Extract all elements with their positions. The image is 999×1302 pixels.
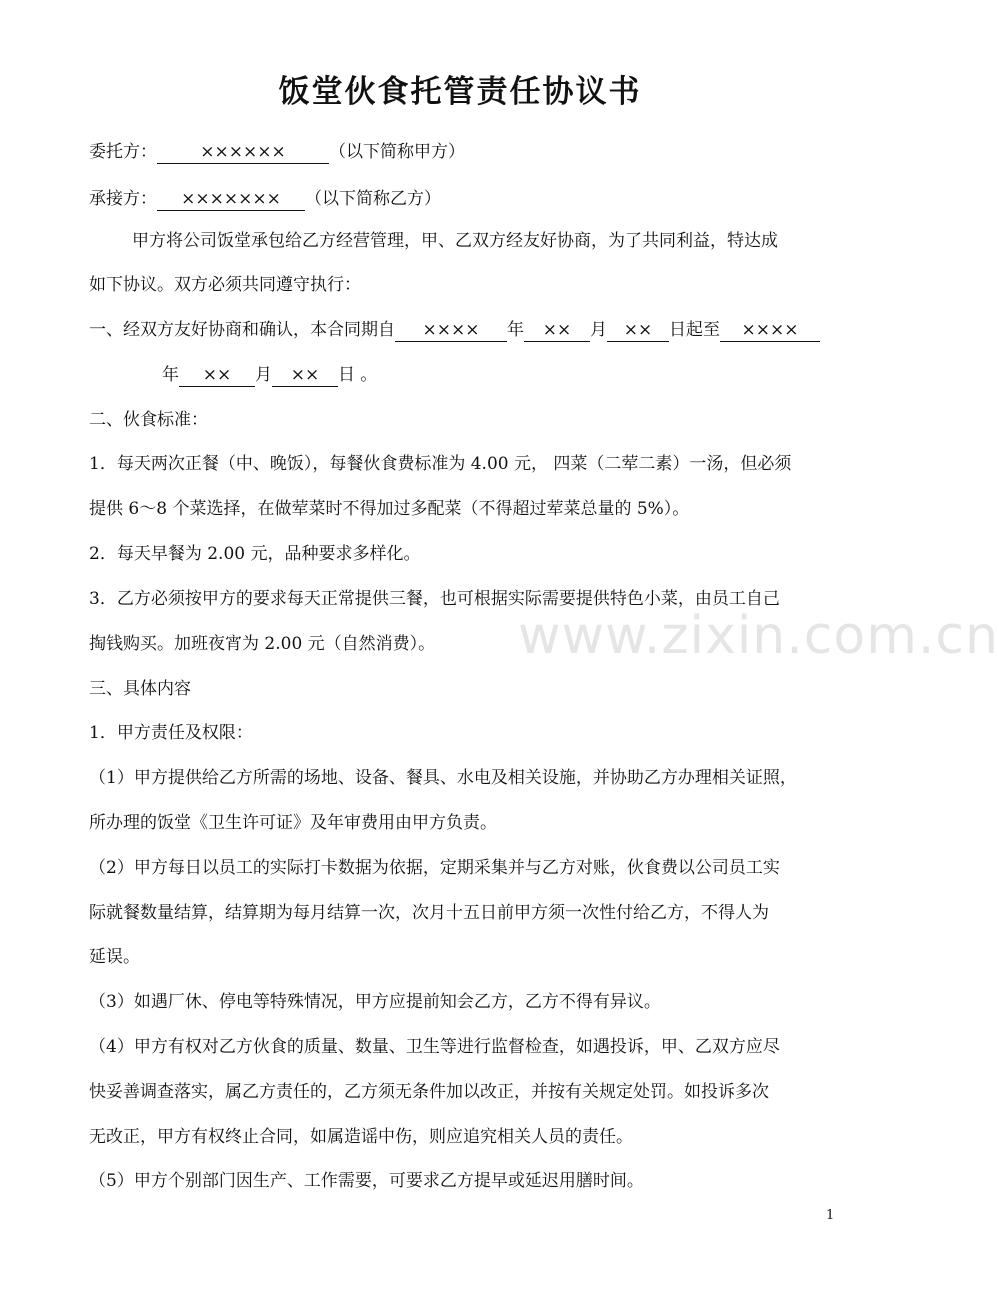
section3-p2-line3: 延误。 <box>89 947 140 967</box>
section2-heading: 二、伙食标准： <box>89 410 208 430</box>
term-end-suffix: 日 。 <box>338 365 378 385</box>
document-title: 饭堂伙食托管责任协议书 <box>278 74 642 110</box>
intro-line-2: 如下协议。双方必须共同遵守执行： <box>89 275 361 295</box>
intro-line-1: 甲方将公司饭堂承包给乙方经营管理，甲、乙双方经友好协商，为了共同利益，特达成 <box>132 231 778 251</box>
section2-item3-line1: 3．乙方必须按甲方的要求每天正常提供三餐，也可根据实际需要提供特色小菜，由员工自己 <box>89 589 780 609</box>
section2-item1-line1: 1．每天两次正餐（中、晚饭），每餐伙食费标准为 4.00 元， 四菜（二荤二素）一汤，但必须 <box>89 454 792 474</box>
watermark: www.zixin.com.cn <box>518 606 999 666</box>
term-from-label: 日起至 <box>669 320 720 340</box>
section3-sub1: 1．甲方责任及权限： <box>89 723 253 743</box>
section3-p4-line3: 无改正，甲方有权终止合同，如属造谣中伤，则应追究相关人员的责任。 <box>89 1127 633 1147</box>
section2-item3-line2: 掏钱购买。加班夜宵为 2.00 元（自然消费）。 <box>89 634 436 654</box>
term-start-year: ×××× <box>395 319 507 342</box>
section3-p4-line2: 快妥善调查落实，属乙方责任的，乙方须无条件加以改正，并按有关规定处罚。如投诉多次 <box>89 1082 769 1102</box>
term-end-year-label: 年 <box>162 365 179 385</box>
term-prefix: 一、经双方友好协商和确认，本合同期自 <box>89 320 395 340</box>
section3-p1-line1: （1）甲方提供给乙方所需的场地、设备、餐具、水电及相关设施，并协助乙方办理相关证照， <box>89 768 797 788</box>
section3-p5: （5）甲方个别部门因生产、工作需要，可要求乙方提早或延迟用膳时间。 <box>89 1171 644 1191</box>
page-number: 1 <box>826 1208 835 1223</box>
term-month-label: 月 <box>590 320 607 340</box>
term-start-month: ×× <box>524 319 590 342</box>
contractor-suffix: （以下简称乙方） <box>305 189 441 209</box>
contractor-name: ××××××× <box>157 188 305 211</box>
term-end-month-label: 月 <box>255 365 272 385</box>
contractor-label: 承接方： <box>89 189 157 209</box>
term-end-day: ×× <box>272 364 338 387</box>
section2-item2: 2．每天早餐为 2.00 元，品种要求多样化。 <box>89 544 421 564</box>
section3-p1-line2: 所办理的饭堂《卫生许可证》及年审费用由甲方负责。 <box>89 813 497 833</box>
term-end-month: ×× <box>179 364 255 387</box>
section3-p4-line1: （4）甲方有权对乙方伙食的质量、数量、卫生等进行监督检查，如遇投诉，甲、乙双方应尽 <box>89 1037 780 1057</box>
section3-heading: 三、具体内容 <box>89 679 191 699</box>
client-suffix: （以下简称甲方） <box>329 142 465 162</box>
section2-item1-line2: 提供 6～8 个菜选择，在做荤菜时不得加过多配菜（不得超过荤菜总量的 5%）。 <box>89 499 690 519</box>
term-start-day: ×× <box>607 319 669 342</box>
section3-p2-line1: （2）甲方每日以员工的实际打卡数据为依据，定期采集并与乙方对账，伙食费以公司员工实 <box>89 858 780 878</box>
client-label: 委托方： <box>89 142 157 162</box>
term-line-2 <box>162 363 377 387</box>
contractor-line <box>89 187 441 211</box>
section3-p2-line2: 际就餐数量结算，结算期为每月结算一次，次月十五日前甲方须一次性付给乙方，不得人为 <box>89 903 769 923</box>
term-year-label: 年 <box>507 320 524 340</box>
client-line <box>89 140 465 164</box>
term-end-year: ×××× <box>720 319 820 342</box>
client-name: ×××××× <box>157 141 329 164</box>
term-line-1 <box>89 318 820 342</box>
section3-p3: （3）如遇厂休、停电等特殊情况，甲方应提前知会乙方，乙方不得有异议。 <box>89 992 661 1012</box>
